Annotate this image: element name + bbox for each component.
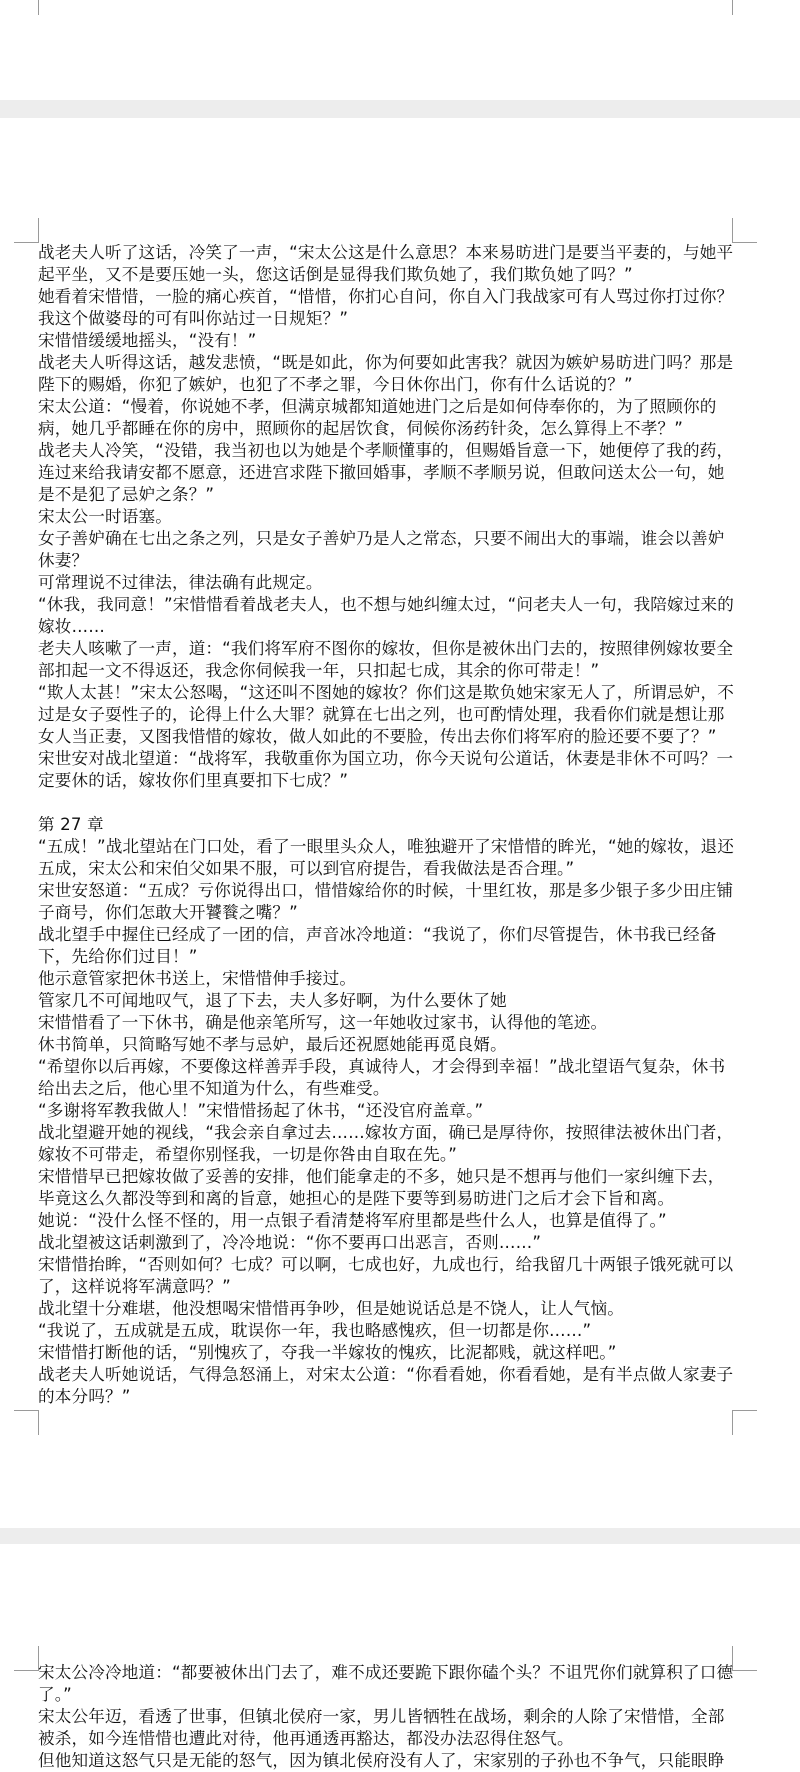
paragraph: 宋世安对战北望道：“战将军，我敬重你为国立功，你今天说句公道话，休妻是非休不可吗？一定要休的话，嫁妆你们里真要扣下七成？” (38, 749, 734, 790)
page-top (0, 0, 800, 100)
paragraph: 战老夫人听得这话，越发悲愤，“既是如此，你为何要如此害我？就因为嫉妒易昉进门吗？那是陛下的赐婚，你犯了嫉妒，也犯了不孝之罪，今日休你出门，你有什么话说的？” (38, 353, 734, 394)
paragraph: 宋惜惜打断他的话，“别愧疚了，夺我一半嫁妆的愧疚，比泥都贱，就这样吧。” (38, 1343, 617, 1362)
page-gap (0, 1528, 800, 1544)
paragraph: 宋惜惜看了一下休书，确是他亲笔所写，这一年她收过家书，认得他的笔迹。 (38, 1013, 608, 1032)
blank-line (38, 792, 738, 814)
paragraph: 战老夫人听她说话，气得急怒涌上，对宋太公道：“你看看她，你看看她，是有半点做人家妻子的本分吗？” (38, 1365, 734, 1406)
paragraph: “希望你以后再嫁，不要像这样善弄手段，真诚待人，才会得到幸福！”战北望语气复杂，休书给出去之后，他心里不知道为什么，有些难受。 (38, 1057, 726, 1098)
chapter-heading: 第 27 章 (38, 815, 104, 834)
paragraph: 宋惜惜早已把嫁妆做了妥善的安排，他们能拿走的不多，她只是不想再与他们一家纠缠下去，毕竟这么久都没等到和离的旨意，她担心的是陛下要等到易昉进门之后才会下旨和离。 (38, 1167, 725, 1208)
paragraph: 战北望十分难堪，他没想喝宋惜惜再争吵，但是她说话总是不饶人，让人气恼。 (38, 1299, 625, 1318)
paragraph: 管家几不可闻地叹气，退了下去，夫人多好啊，为什么要休了她 (38, 991, 507, 1010)
paragraph: 老夫人咳嗽了一声，道：“我们将军府不图你的嫁妆，但你是被休出门去的，按照律例嫁妆要全部扣起一文不得返还，我念你伺候我一年，只扣起七成，其余的你可带走！” (38, 639, 734, 680)
crop-mark (732, 1410, 757, 1435)
paragraph: 战北望避开她的视线，“我会亲自拿过去……嫁妆方面，确已是厚待你，按照律法被休出门者，嫁妆不可带走，希望你别怪我，一切是你咎由自取在先。” (38, 1123, 734, 1164)
page-3 (0, 1544, 800, 1770)
paragraph: “我说了，五成就是五成，耽误你一年，我也略感愧疚，但一切都是你……” (38, 1321, 592, 1340)
paragraph: 战北望手中握住已经成了一团的信，声音冰冷地道：“我说了，你们尽管提告，休书我已经备下，先给你们过目！” (38, 925, 717, 966)
paragraph: 她说：“没什么怪不怪的，用一点银子看清楚将军府里都是些什么人，也算是值得了。” (38, 1211, 667, 1230)
paragraph: 战北望被这话刺激到了，冷冷地说：“你不要再口出恶言，否则……” (38, 1233, 542, 1252)
crop-mark (14, 0, 39, 15)
paragraph: 宋太公道：“慢着，你说她不孝，但满京城都知道她进门之后是如何侍奉你的，为了照顾你的病，她几乎都睡在你的房中，照顾你的起居饮食，伺候你汤药针灸，怎么算得上不孝？” (38, 397, 717, 438)
crop-mark (732, 0, 757, 15)
crop-mark (14, 1410, 39, 1435)
paragraph: “欺人太甚！”宋太公怒喝，“这还叫不图她的嫁妆？你们这是欺负她宋家无人了，所谓忌妒，不过是女子耍性子的，论得上什么大罪？就算在七出之列，也可酌情处理，我看你们就是想让那女人当正妻，又图我惜惜的嫁妆，做人如此的不要脸，传出去你们将军府的脸还要不要了？” (38, 683, 734, 746)
paragraph: 女子善妒确在七出之条之列，只是女子善妒乃是人之常态，只要不闹出大的事端，谁会以善妒休妻？ (38, 529, 725, 570)
paragraph: 宋惜惜缓缓地摇头，“没有！” (38, 331, 257, 350)
crop-mark (14, 218, 39, 243)
paragraph: 宋太公一时语塞。 (38, 507, 172, 526)
crop-mark (14, 1646, 39, 1671)
paragraph: 宋世安怒道：“五成？亏你说得出口，惜惜嫁给你的时候，十里红妆，那是多少银子多少田庄铺子商号，你们怎敢大开饕餮之嘴？” (38, 881, 734, 922)
paragraph: 战老夫人听了这话，冷笑了一声，“宋太公这是什么意思？本来易昉进门是要当平妻的，与她平起平坐，又不是要压她一头，您这话倒是显得我们欺负她了，我们欺负她了吗？” (38, 243, 734, 284)
page-3-text (38, 1662, 738, 1772)
paragraph: 宋惜惜抬眸，“否则如何？七成？可以啊，七成也好，九成也行，给我留几十两银子饿死就可以了，这样说将军满意吗？” (38, 1255, 734, 1296)
paragraph: 宋太公冷冷地道：“都要被休出门去了，难不成还要跪下跟你磕个头？不诅咒你们就算积了口德了。” (38, 1663, 734, 1704)
paragraph: “五成！”战北望站在门口处，看了一眼里头众人，唯独避开了宋惜惜的眸光，“她的嫁妆，退还五成，宋太公和宋伯父如果不服，可以到官府提告，看我做法是否合理。” (38, 837, 734, 878)
page-gap (0, 100, 800, 118)
paragraph: 战老夫人冷笑，“没错，我当初也以为她是个孝顺懂事的，但赐婚旨意一下，她便停了我的药，连过来给我请安都不愿意，还进宫求陛下撤回婚事，孝顺不孝顺另说，但敢问送太公一句，她是不是犯了忌妒之条？” (38, 441, 734, 504)
paragraph: “休我，我同意！”宋惜惜看着战老夫人，也不想与她纠缠太过，“问老夫人一句，我陪嫁过来的嫁妆…… (38, 595, 734, 636)
page-2 (0, 118, 800, 1528)
paragraph: “多谢将军教我做人！”宋惜惜扬起了休书，“还没官府盖章。” (38, 1101, 484, 1120)
paragraph: 宋太公年迈，看透了世事，但镇北侯府一家，男儿皆牺牲在战场，剩余的人除了宋惜惜，全部被杀，如今连惜惜也遭此对待，他再通透再豁达，都没办法忍得住怒气。 (38, 1707, 725, 1748)
crop-mark (732, 218, 757, 243)
paragraph: 休书简单，只简略写她不孝与忌妒，最后还祝愿她能再觅良婿。 (38, 1035, 507, 1054)
page-2-text (38, 242, 738, 1408)
paragraph: 可常理说不过律法，律法确有此规定。 (38, 573, 323, 592)
paragraph: 她看着宋惜惜，一脸的痛心疾首，“惜惜，你扪心自问，你自入门我战家可有人骂过你打过你？我这个做婆母的可有叫你站过一日规矩？” (38, 287, 734, 328)
paragraph: 他示意管家把休书送上，宋惜惜伸手接过。 (38, 969, 357, 988)
paragraph: 但他知道这怒气只是无能的怒气，因为镇北侯府没有人了，宋家别的子孙也不争气，只能眼睁 (38, 1751, 725, 1770)
